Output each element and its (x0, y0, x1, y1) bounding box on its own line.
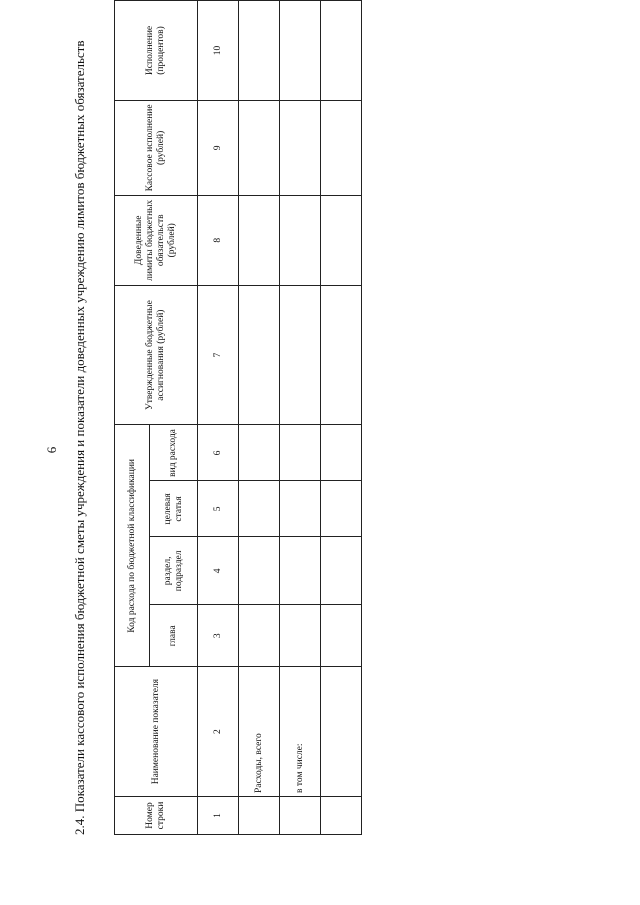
table-cell (280, 605, 321, 667)
table-cell (280, 425, 321, 481)
table-cell (321, 1, 362, 101)
table-cell (239, 285, 280, 425)
table-cell (321, 425, 362, 481)
column-index: 7 (198, 285, 239, 425)
column-index: 9 (198, 100, 239, 195)
table-cell (239, 195, 280, 285)
table-cell (321, 100, 362, 195)
table-cell (321, 195, 362, 285)
header-section-subsection: раздел, подраздел (150, 537, 198, 605)
table-cell (280, 195, 321, 285)
table-cell (280, 285, 321, 425)
table-row (239, 1, 280, 835)
table-cell (321, 605, 362, 667)
header-execution-percent: Исполнение (процентов) (115, 1, 198, 101)
row-name-cell (321, 667, 362, 797)
column-index: 5 (198, 481, 239, 537)
table-cell (321, 537, 362, 605)
table-cell (239, 425, 280, 481)
column-index: 3 (198, 605, 239, 667)
table-cell (321, 481, 362, 537)
header-chapter: глава (150, 605, 198, 667)
table-cell (321, 285, 362, 425)
table-cell (239, 537, 280, 605)
page-number: 6 (44, 446, 59, 454)
row-number-cell (321, 797, 362, 835)
row-number-cell (239, 797, 280, 835)
header-expense-type: вид расхода (150, 425, 198, 481)
column-index-row (198, 1, 239, 835)
header-cash-execution: Кассовое исполнение (рублей) (115, 100, 198, 195)
table-cell (280, 481, 321, 537)
budget-execution-table (114, 0, 362, 835)
table-row (321, 1, 362, 835)
column-index: 8 (198, 195, 239, 285)
table-cell (239, 605, 280, 667)
table-cell (239, 100, 280, 195)
header-indicator-name: Наименование показателя (115, 667, 198, 797)
header-expense-code-group: Код расхода по бюджетной классификации (115, 425, 150, 667)
table-cell (239, 1, 280, 101)
table-cell (280, 1, 321, 101)
table-header-row-1 (115, 1, 150, 835)
table-row (280, 1, 321, 835)
table-cell (280, 537, 321, 605)
row-name-cell: Расходы, всего (239, 667, 280, 797)
header-target-item: целевая статья (150, 481, 198, 537)
column-index: 2 (198, 667, 239, 797)
row-number-cell (280, 797, 321, 835)
header-approved-appropriations: Утвержденные бюджетные ассигнования (рублей) (115, 285, 198, 425)
section-heading: 2.4. Показатели кассового исполнения бюджетной сметы учреждения и показатели доведенных учреждению лимитов бюджетных обязательств (72, 40, 87, 835)
table-cell (280, 100, 321, 195)
table-cell (239, 481, 280, 537)
column-index: 6 (198, 425, 239, 481)
column-index: 1 (198, 797, 239, 835)
header-allocated-limits: Доведенные лимиты бюджетных обязательств (рублей) (115, 195, 198, 285)
row-name-cell: в том числе: (280, 667, 321, 797)
header-row-number: Номер строки (115, 797, 198, 835)
column-index: 4 (198, 537, 239, 605)
column-index: 10 (198, 1, 239, 101)
